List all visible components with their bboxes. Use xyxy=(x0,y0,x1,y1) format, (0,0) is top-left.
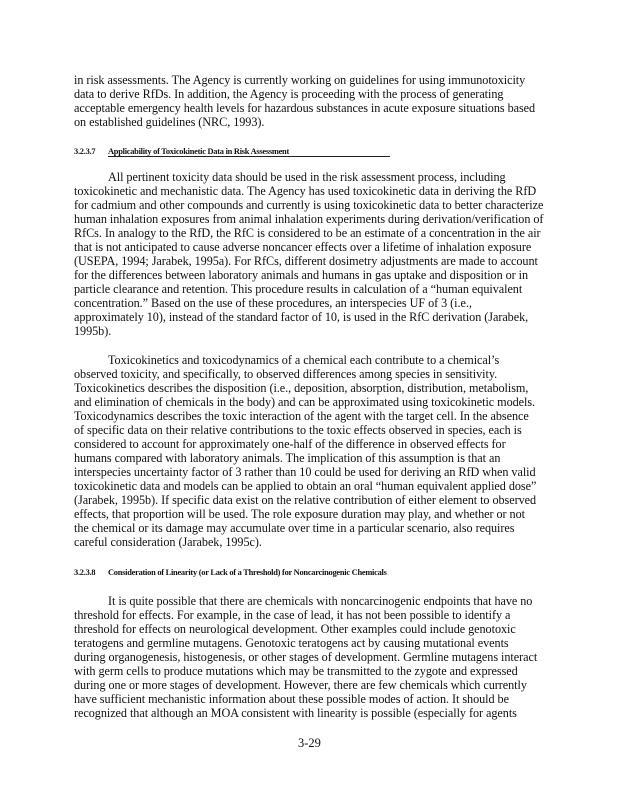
text-line: concentration.” Based on the use of these procedures, an interspecies UF of 3 (i.e., xyxy=(74,296,472,310)
text-line: recognized that although an MOA consistent with linearity is possible (especially for agents xyxy=(74,706,517,720)
section-heading-3238 xyxy=(74,568,387,577)
text-line: Toxicokinetics and toxicodynamics of a chemical each contribute to a chemical’s xyxy=(108,353,500,367)
text-line: effects, that proportion will be used. The role exposure duration may play, and whether or not xyxy=(74,507,525,521)
text-line: toxicokinetic data and models can be applied to obtain an oral “human equivalent applied dose” xyxy=(74,479,537,493)
page-number: 3-29 xyxy=(298,736,321,750)
text-line: Toxicokinetics describes the disposition (i.e., deposition, absorption, distribution, metabolism, xyxy=(74,381,529,395)
text-line: for the differences between laboratory animals and humans in gas uptake and disposition or in xyxy=(74,268,529,282)
text-line: It is quite possible that there are chemicals with noncarcinogenic endpoints that have no xyxy=(108,594,533,608)
text-line: with germ cells to produce mutations which may be transmitted to the zygote and expressed xyxy=(74,664,518,678)
text-line: of specific data on their relative contributions to the toxic effects observed in species, each is xyxy=(74,423,522,437)
section-number: 3.2.3.8 xyxy=(74,568,96,577)
text-line: considered to account for approximately one-half of the difference in observed effects for xyxy=(74,437,506,451)
text-line: toxicokinetic and mechanistic data. The Agency has used toxicokinetic data in deriving the RfD xyxy=(74,184,537,198)
section-number: 3.2.3.7 xyxy=(74,147,96,156)
text-line: and elimination of chemicals in the body) and can be approximated using toxicokinetic models. xyxy=(74,395,536,409)
text-line: careful consideration (Jarabek, 1995c). xyxy=(74,535,262,549)
text-line: data to derive RfDs. In addition, the Agency is proceeding with the process of generating xyxy=(74,87,504,101)
text-line: (Jarabek, 1995b). If specific data exist on the relative contribution of either element to observed xyxy=(74,493,537,507)
text-line: observed toxicity, and specifically, to observed differences among species in sensitivity. xyxy=(74,367,498,381)
text-line: the chemical or its damage may accumulate over time in a particular scenario, also requires xyxy=(74,521,515,535)
section-title: Applicability of Toxicokinetic Data in Risk Assessment xyxy=(108,147,290,156)
text-line: acceptable emergency health levels for hazardous substances in acute exposure situations based xyxy=(74,101,536,115)
text-line: humans compared with laboratory animals. The implication of this assumption is that an xyxy=(74,451,501,465)
text-line: threshold for effects. For example, in the case of lead, it has not been possible to identify a xyxy=(74,608,511,622)
text-line: (USEPA, 1994; Jarabek, 1995a). For RfCs, different dosimetry adjustments are made to account xyxy=(74,254,538,268)
text-line: have sufficient mechanistic information about these possible modes of action. It should be xyxy=(74,692,509,706)
text-line: for cadmium and other compounds and currently is using toxicokinetic data to better characterize xyxy=(74,198,544,212)
text-line: on established guidelines (NRC, 1993). xyxy=(74,115,265,129)
text-line: during one or more stages of development. However, there are few chemicals which currently xyxy=(74,678,527,692)
text-line: RfCs. In analogy to the RfD, the RfC is considered to be an estimate of a concentration in the air xyxy=(74,226,541,240)
text-line: interspecies uncertainty factor of 3 rather than 10 could be used for deriving an RfD when valid xyxy=(74,465,536,479)
section-title: Consideration of Linearity (or Lack of a Threshold) for Noncarcinogenic Chemicals xyxy=(108,568,387,577)
text-line: particle clearance and retention. This procedure results in calculation of a “human equivalent xyxy=(74,282,523,296)
text-line: teratogens and germline mutagens. Genotoxic teratogens act by causing mutational events xyxy=(74,636,509,650)
text-line: during organogenesis, histogenesis, or other stages of development. Germline mutagens interact xyxy=(74,650,538,664)
heading-underline xyxy=(108,156,390,157)
text-line: human inhalation exposures from animal inhalation experiments during derivation/verification of xyxy=(74,212,544,226)
text-line: approximately 10), instead of the standard factor of 10, is used in the RfC derivation (Jarabek, xyxy=(74,310,529,324)
text-line: threshold for effects on neurological development. Other examples could include genotoxic xyxy=(74,622,516,636)
text-line: in risk assessments. The Agency is currently working on guidelines for using immunotoxicity xyxy=(74,73,526,87)
text-line: that is not anticipated to cause adverse noncancer effects over a lifetime of inhalation exposure xyxy=(74,240,532,254)
text-line: All pertinent toxicity data should be used in the risk assessment process, including xyxy=(108,170,506,184)
text-line: Toxicodynamics describes the toxic interaction of the agent with the target cell. In the absence xyxy=(74,409,529,423)
text-line: 1995b). xyxy=(74,324,112,338)
section-heading-3237 xyxy=(74,147,289,156)
